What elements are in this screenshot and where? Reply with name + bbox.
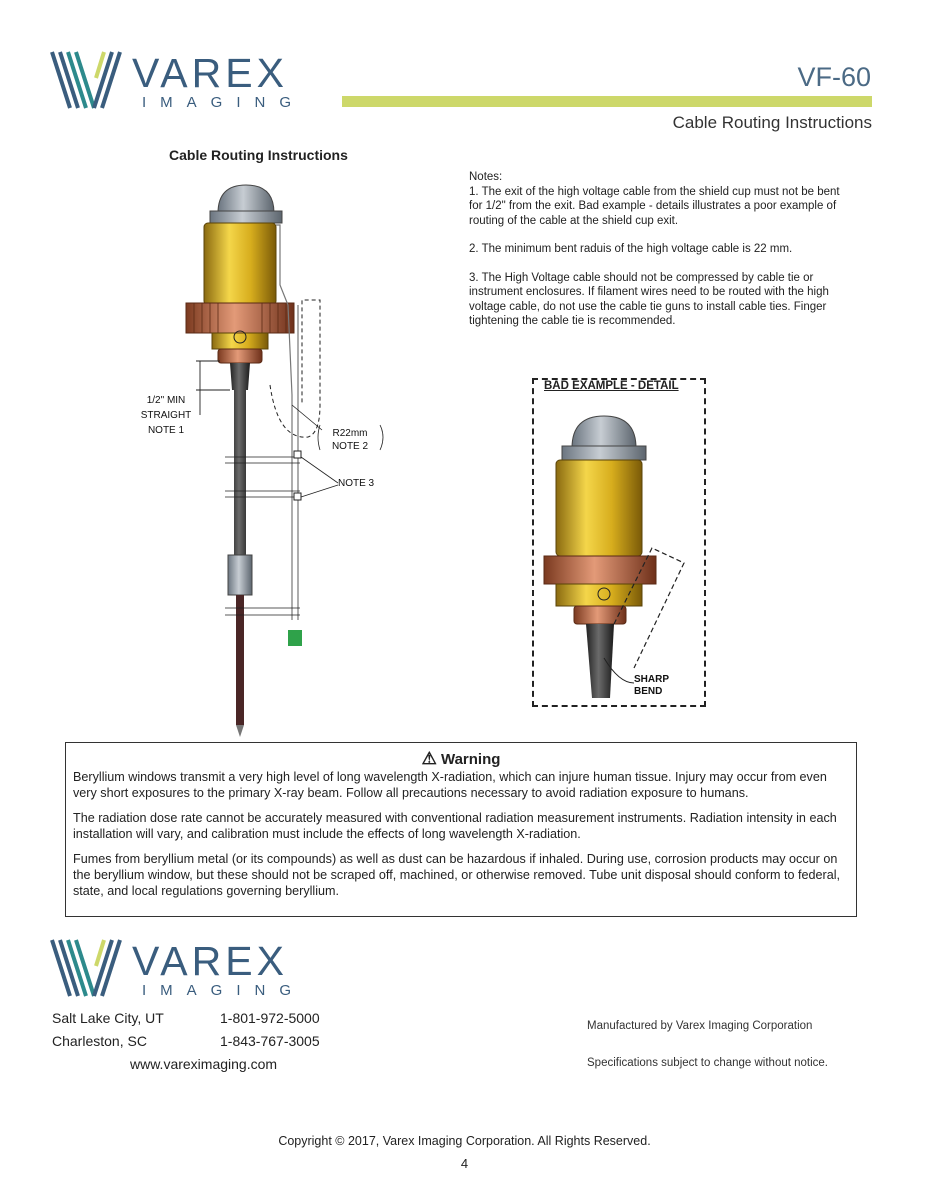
manufactured-by: Manufactured by Varex Imaging Corporation (587, 1020, 813, 1032)
contact-phone-1: 1-801-972-5000 (220, 1010, 320, 1026)
section-header: Cable Routing Instructions (672, 113, 872, 132)
header-logo (50, 50, 340, 112)
min-straight-label-1: 1/2" MIN (146, 395, 186, 406)
filament-wire (276, 225, 292, 620)
note-3: 3. The High Voltage cable should not be compressed by cable tie or instrument enclosures. If filament wires need to be routed with the high voltage cable, do not use the cable tie guns to install cable ties. Finger tightening the cable tie is recommended. (469, 271, 829, 327)
warning-paragraph-1: Beryllium windows transmit a very high level of long wavelength X-radiation, which can injure human tissue. Injury may occur from even very short exposures to the primary X-ray beam. Follow all precautions necessary to avoid radiation exposure to humans. (73, 770, 827, 800)
sharp-bend-label-1: SHARP (634, 674, 670, 685)
logo-word: VAREX (132, 50, 288, 96)
min-straight-label-3: NOTE 1 (147, 425, 185, 436)
radius-label-1: R22mm (332, 428, 368, 439)
gold-body (204, 223, 276, 305)
figure-title: Cable Routing Instructions (169, 147, 348, 163)
header-rule (342, 96, 872, 107)
notes-heading: Notes: (469, 171, 503, 183)
warning-triangle-icon: ⚠ (421, 749, 437, 768)
logo-word: VAREX (132, 938, 288, 984)
cable-routing-diagram (130, 175, 400, 740)
bad-example-title: BAD EXAMPLE - DETAIL (544, 380, 679, 392)
page-number: 4 (460, 1156, 469, 1171)
warning-box (65, 742, 857, 917)
footer-logo (50, 938, 340, 1000)
varex-mark-icon (50, 938, 130, 998)
connector (228, 555, 252, 595)
contact-city-2: Charleston, SC (52, 1033, 147, 1049)
hv-cable (230, 363, 250, 555)
doc-id: VF-60 (797, 62, 871, 92)
sharp-bend-label-2: BEND (634, 686, 663, 697)
varex-mark-icon (50, 50, 130, 110)
note-1: 1. The exit of the high voltage cable from the shield cup must not be bent for 1/2" from the exit. Bad example - details illustrates a poor example of routing of the cable at the shield cup exit. (469, 185, 840, 227)
disclaimer: Specifications subject to change without notice. (587, 1057, 829, 1069)
green-connector (288, 630, 302, 646)
bad-example-diagram (534, 398, 704, 703)
shield-cap (218, 185, 274, 213)
contact-city-1: Salt Lake City, UT (52, 1010, 164, 1026)
radius-label-2: NOTE 2 (331, 441, 369, 452)
gold-lower (212, 333, 268, 349)
cap-collar (210, 211, 282, 223)
notes-block (469, 170, 854, 343)
warning-title-row (66, 749, 856, 769)
note3-label: NOTE 3 (338, 478, 375, 489)
note-2: 2. The minimum bent raduis of the high voltage cable is 22 mm. (469, 243, 793, 255)
warning-paragraph-3: Fumes from beryllium metal (or its compounds) as well as dust can be hazardous if inhaled. During use, corrosion products may occur on the beryllium window, but these should not be scraped off, machined, or otherwise removed. Tube unit disposal should conform to federal, state, and local regulations governing beryllium. (73, 852, 841, 898)
min-straight-label-2: STRAIGHT (140, 410, 192, 421)
rod-tip (236, 725, 244, 737)
warning-title: Warning (440, 751, 501, 768)
copyright: Copyright © 2017, Varex Imaging Corporation. All Rights Reserved. (278, 1134, 651, 1148)
copper-base (218, 349, 262, 363)
website-link[interactable]: www.vareximaging.com (130, 1056, 278, 1072)
lower-rod (236, 595, 244, 725)
contact-phone-2: 1-843-767-3005 (220, 1033, 320, 1049)
logo-sub: IMAGING (142, 982, 306, 999)
warning-paragraph-2: The radiation dose rate cannot be accurately measured with conventional radiation measurement instruments. Radiation intensity in each installation will vary, and calibration must include the effects of long wavelength X-radiation. (73, 811, 837, 841)
logo-sub: IMAGING (142, 94, 306, 111)
bad-example-box (532, 378, 706, 707)
